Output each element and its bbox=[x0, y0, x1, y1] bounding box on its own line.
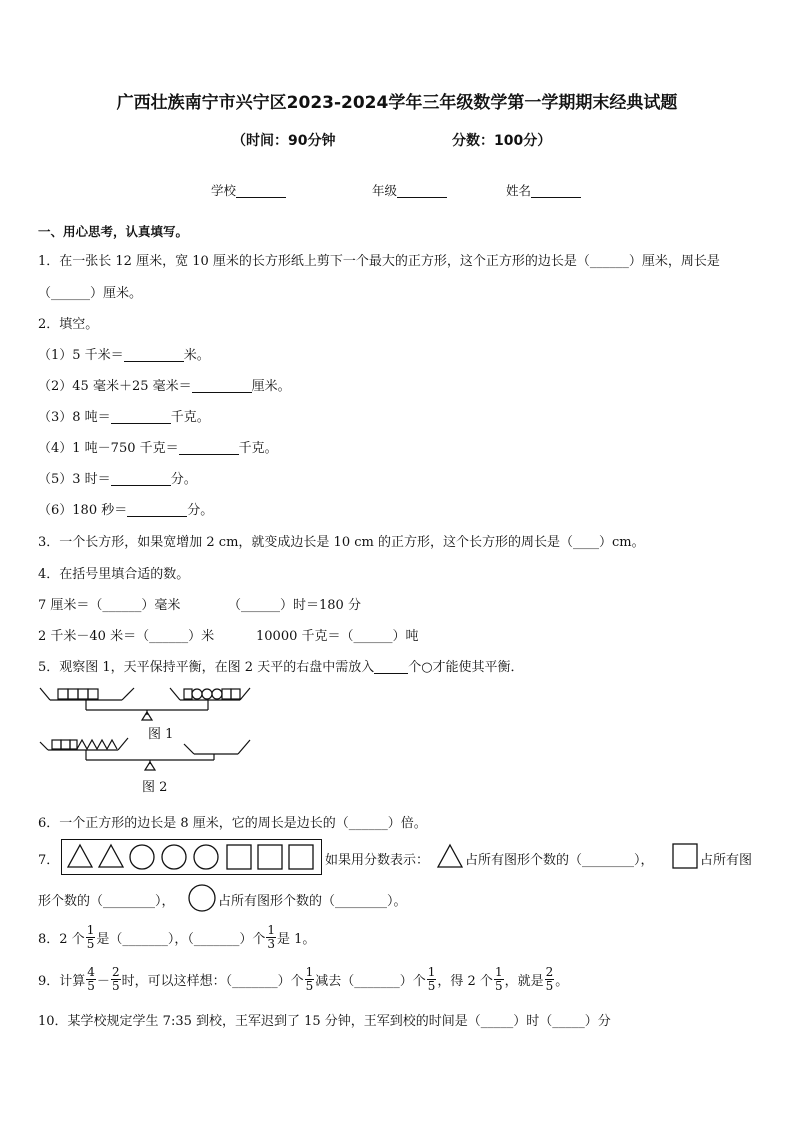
question-4-heading: 4．在括号里填合适的数。 bbox=[38, 567, 190, 582]
question-2-item: （1）5 千米＝ 米。 bbox=[38, 348, 210, 363]
question-9: 9．计算 $\frac{4}{5}$ － $\frac{2}{5}$ 时，可以这样想：（_______）个 $\frac{1}{5}$ 减去（_______）个 $\frac{1}{5}$ ，得 2 个 $\frac{1}{5}$ ，就是 $\frac{2}{5}$ 。 bbox=[38, 965, 569, 993]
grade-label: 年级 bbox=[372, 183, 398, 198]
name-blank[interactable] bbox=[531, 183, 581, 198]
question-2-item: （4）1 吨－750 千克＝ 千克。 bbox=[38, 441, 278, 456]
question-2-item: （6）180 秒＝ 分。 bbox=[38, 503, 214, 518]
question-2-heading: 2．填空。 bbox=[38, 317, 99, 332]
question-7-text-d: 形个数的（________）， bbox=[38, 894, 175, 909]
answer-blank[interactable] bbox=[192, 378, 252, 393]
question-4-b: （______）时＝180 分 bbox=[228, 598, 361, 613]
question-6: 6．一个正方形的边长是 8 厘米，它的周长是边长的（______）倍。 bbox=[38, 816, 427, 831]
school-field[interactable] bbox=[211, 181, 286, 199]
balance-scale-2 bbox=[40, 738, 250, 770]
answer-blank[interactable] bbox=[127, 502, 187, 517]
fraction: $\frac{1}{5}$ bbox=[427, 965, 436, 993]
question-3: 3．一个长方形，如果宽增加 2 cm，就变成边长是 10 cm 的正方形，这个长方形的周长是（____）cm。 bbox=[38, 535, 645, 550]
question-4-d: 10000 千克＝（______）吨 bbox=[256, 629, 419, 644]
school-label: 学校 bbox=[211, 183, 237, 198]
fraction: $\frac{2}{5}$ bbox=[545, 965, 554, 993]
square-icon bbox=[226, 844, 252, 870]
question-7-text-e: 占所有图形个数的（________）。 bbox=[218, 894, 407, 909]
fraction: $\frac{1}{5}$ bbox=[305, 965, 314, 993]
question-1-line-2: （______）厘米。 bbox=[38, 286, 143, 301]
fraction: $\frac{1}{3}$ bbox=[267, 923, 275, 951]
question-8: 8．2 个 $\frac{1}{5}$ 是（_______），（_______）个 $\frac{1}{3}$ 是 1。 bbox=[38, 923, 316, 951]
exam-score: 分数：100分） bbox=[452, 133, 552, 149]
school-blank[interactable] bbox=[236, 183, 286, 198]
square-icon bbox=[288, 844, 314, 870]
answer-blank[interactable] bbox=[374, 659, 408, 674]
grade-field[interactable] bbox=[372, 181, 447, 199]
section-heading: 一、用心思考，认真填写。 bbox=[38, 224, 189, 239]
question-7-text-a: 如果用分数表示： bbox=[325, 853, 430, 868]
circle-icon bbox=[187, 883, 217, 913]
triangle-icon bbox=[436, 843, 464, 869]
name-label: 姓名 bbox=[506, 183, 532, 198]
square-icon bbox=[257, 844, 283, 870]
answer-blank[interactable] bbox=[179, 440, 239, 455]
fraction: $\frac{1}{5}$ bbox=[494, 965, 503, 993]
page-title: 广西壮族南宁市兴宁区2023-2024学年三年级数学第一学期期末经典试题 bbox=[116, 93, 678, 113]
figure-1-label: 图 1 bbox=[148, 727, 174, 742]
exam-time: （时间：90分钟 bbox=[232, 133, 336, 149]
fraction: $\frac{1}{5}$ bbox=[86, 923, 95, 951]
question-7-text-c: 占所有图 bbox=[700, 853, 753, 868]
balance-scale-1 bbox=[40, 688, 250, 720]
question-2-item: （3）8 吨＝ 千克。 bbox=[38, 410, 210, 425]
fraction: $\frac{2}{5}$ bbox=[111, 965, 120, 993]
question-7-number: 7． bbox=[38, 853, 60, 868]
square-icon bbox=[672, 843, 698, 869]
triangle-icon bbox=[97, 843, 125, 869]
shapes-box bbox=[61, 839, 322, 875]
circle-icon bbox=[128, 843, 156, 871]
question-10: 10．某学校规定学生 7:35 到校，王军迟到了 15 分钟，王军到校的时间是（_____）时（_____）分 bbox=[38, 1014, 611, 1029]
question-4-a: 7 厘米＝（______）毫米 bbox=[38, 598, 181, 613]
fraction: $\frac{4}{5}$ bbox=[87, 965, 95, 993]
circle-icon bbox=[160, 843, 188, 871]
answer-blank[interactable] bbox=[111, 471, 171, 486]
question-4-c: 2 千米－40 米＝（______）米 bbox=[38, 629, 215, 644]
figure-2-label: 图 2 bbox=[142, 780, 168, 795]
question-5: 5．观察图 1，天平保持平衡，在图 2 天平的右盘中需放入 个○才能使其平衡． bbox=[38, 660, 524, 675]
triangle-icon bbox=[66, 843, 94, 869]
question-1-line-1: 1．在一张长 12 厘米，宽 10 厘米的长方形纸上剪下一个最大的正方形，这个正方形的边长是（______）厘米，周长是 bbox=[38, 254, 720, 269]
answer-blank[interactable] bbox=[111, 409, 171, 424]
answer-blank[interactable] bbox=[124, 347, 184, 362]
question-2-item: （5）3 时＝ 分。 bbox=[38, 472, 197, 487]
circle-icon bbox=[192, 843, 220, 871]
balance-scale-figure bbox=[38, 684, 268, 796]
grade-blank[interactable] bbox=[397, 183, 447, 198]
question-7-text-b: 占所有图形个数的（________）， bbox=[465, 853, 654, 868]
question-2-item: （2）45 毫米＋25 毫米＝ 厘米。 bbox=[38, 379, 291, 394]
name-field[interactable] bbox=[506, 181, 581, 199]
